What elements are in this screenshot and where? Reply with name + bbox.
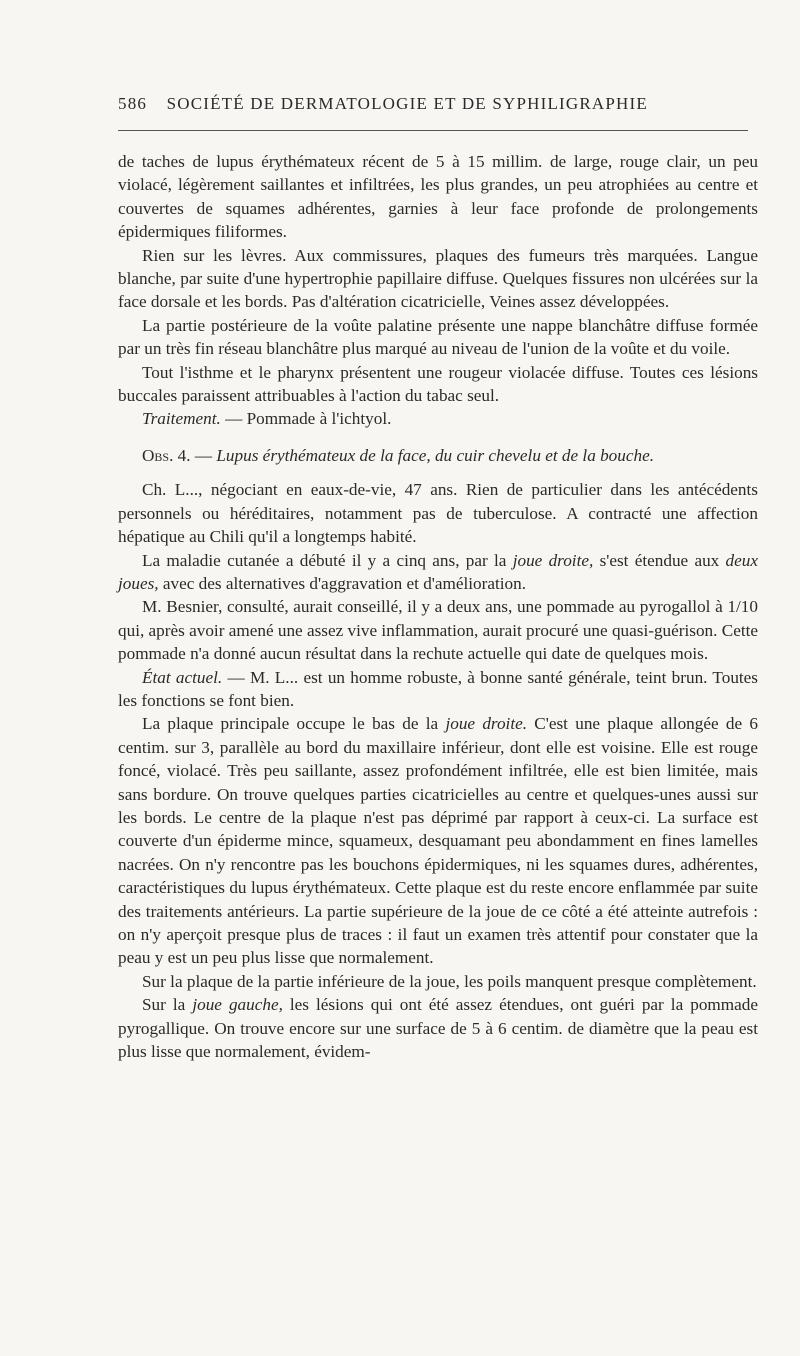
joue-gauche-text-a: Sur la <box>142 995 193 1015</box>
observation-dash: — <box>190 445 217 465</box>
joue-gauche-em: joue gauche, <box>192 995 283 1015</box>
paragraph-voute-palatine: La partie postérieure de la voûte palatine présente une nappe blanchâtre diffuse formée par un très fin réseau blanchâtre plus marqué au niveau de l'union de la voûte et du voile. <box>118 315 758 359</box>
running-title: SOCIÉTÉ DE DERMATOLOGIE ET DE SYPHILIGRAPHIE <box>166 94 648 113</box>
joue-gauche-text-b: les lésions qui ont été assez étendues, ont guéri par la pommade pyrogallique. On trouve encore sur une surface de 5 à 6 centim. de diamètre que la peau est plus lisse que normalement, évidem- <box>118 995 759 1062</box>
paragraph-debut-maladie <box>118 549 758 596</box>
paragraph-besnier: M. Besnier, consulté, aurait conseillé, il y a deux ans, une pommade au pyrogallol à 1/10 qui, après avoir amené une assez vive inflammation, aurait procuré une quasi-guérison. Cette pommade n'a donné aucun résultat dans la rechute actuelle qui date de quelques mois. <box>118 597 759 664</box>
paragraph-etat-actuel <box>118 666 758 713</box>
debut-em-joue-droite: joue droite, <box>512 550 594 570</box>
header-rule <box>118 130 748 131</box>
paragraph-isthme: Tout l'isthme et le pharynx présentent une rougeur violacée diffuse. Toutes ces lésions buccales paraissent attribuables à l'action du tabac seul. <box>118 362 758 406</box>
paragraph-plaque-principale <box>118 712 758 969</box>
paragraph-poils: Sur la plaque de la partie inférieure de la joue, les poils manquent presque complètement. <box>142 971 757 991</box>
debut-text-a: La maladie cutanée a débuté il y a cinq ans, par la <box>142 550 513 570</box>
paragraph-continuation: de taches de lupus érythémateux récent de 5 à 15 millim. de large, rouge clair, un peu violacé, légèrement saillantes et infiltrées, les plus grandes, un peu atrophiées au centre et couvertes de squames adhérentes, garnies à leur face profonde de prolongements épidermiques filiformes. <box>118 152 758 242</box>
plaque-em-joue-droite: joue droite. <box>445 714 528 734</box>
paragraph-joue-gauche <box>118 993 758 1063</box>
debut-text-c: avec des alternatives d'aggravation et d'amélioration. <box>158 573 527 593</box>
etat-actuel-text: — M. L... est un homme robuste, à bonne santé générale, teint brun. Toutes les fonctions se font bien. <box>118 667 759 710</box>
observation-label: Obs. 4. <box>142 445 191 465</box>
paragraph-traitement <box>118 407 758 430</box>
plaque-text-a: La plaque principale occupe le bas de la <box>142 714 446 734</box>
paragraph-levres: Rien sur les lèvres. Aux commissures, plaques des fumeurs très marquées. Langue blanche, par suite d'une hypertrophie papillaire diffuse. Quelques fissures non ulcérées sur la face dorsale et les bords. Pas d'altération cicatricielle, Veines assez développées. <box>118 245 758 312</box>
traitement-label: Traitement. <box>142 409 221 429</box>
etat-actuel-label: État actuel. <box>142 667 223 687</box>
page-number: 586 <box>118 94 148 113</box>
observation-heading <box>118 444 758 467</box>
running-header <box>118 94 758 114</box>
paragraph-patient: Ch. L..., négociant en eaux-de-vie, 47 ans. Rien de particulier dans les antécédents personnels ou héréditaires, notamment pas de tuberculose. A contracté une affection hépatique au Chili qu'il a longtemps habité. <box>118 480 758 547</box>
debut-text-b: s'est étendue aux <box>593 550 726 570</box>
observation-title: Lupus érythémateux de la face, du cuir chevelu et de la bouche. <box>216 445 655 465</box>
debut-em-deux-joues: deux joues, <box>118 550 758 593</box>
traitement-text: — Pommade à l'ichtyol. <box>220 409 392 429</box>
page-body <box>118 150 758 1063</box>
plaque-text-b: C'est une plaque allongée de 6 centim. sur 3, parallèle au bord du maxillaire inférieur, dont elle est voisine. Elle est rouge foncé, violacé. Très peu saillante, assez profondément infiltrée, elle est bien limitée, mais sans bordure. On trouve quelques parties cicatricielles au centre et quelques-unes aussi sur les bords. Le centre de la plaque n'est pas déprimé par rapport à ceux-ci. La surface est couverte d'un épiderme mince, squameux, desquamant peu abondamment en fines lamelles nacrées. On n'y rencontre pas les bouchons épidermiques, ni les squames dures, adhérentes, caractéristiques du lupus érythémateux. Cette plaque est du reste encore enflammée par suite des traitements antérieurs. La partie supérieure de la joue de ce côté a été atteinte autrefois : on n'y aperçoit presque plus de traces : il faut un examen très attentif pour constater que la peau y est un peu plus lisse que normalement. <box>118 714 758 968</box>
